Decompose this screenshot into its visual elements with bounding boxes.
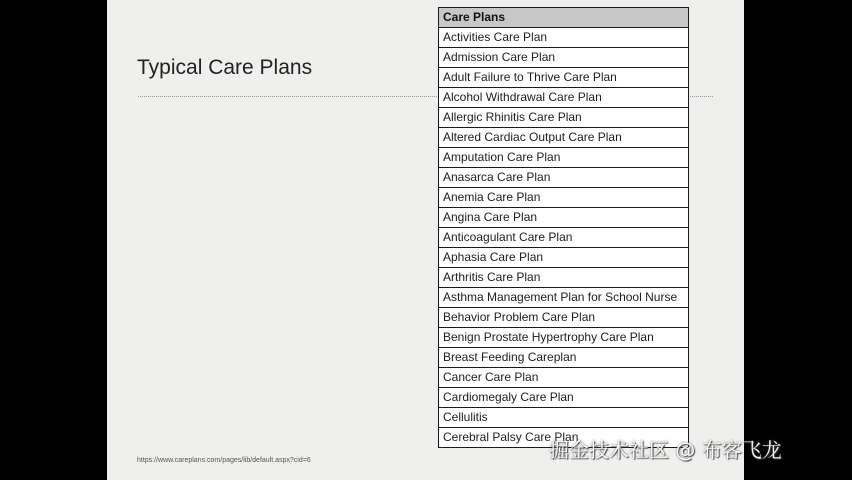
table-cell[interactable]: Cancer Care Plan [439,368,689,388]
table-cell[interactable]: Cerebral Palsy Care Plan [439,428,689,448]
table-row [439,308,689,328]
table-cell[interactable]: Arthritis Care Plan [439,268,689,288]
table-row [439,28,689,48]
table-cell[interactable]: Activities Care Plan [439,28,689,48]
table-cell[interactable]: Aphasia Care Plan [439,248,689,268]
watermark: 掘金技术社区 @ 布客飞龙 [549,438,782,462]
table-cell[interactable]: Anemia Care Plan [439,188,689,208]
table-row [439,68,689,88]
table-cell[interactable]: Behavior Problem Care Plan [439,308,689,328]
table-header-row [439,8,689,28]
table-cell[interactable]: Breast Feeding Careplan [439,348,689,368]
slide [107,0,744,480]
table-row [439,148,689,168]
table-cell[interactable]: Amputation Care Plan [439,148,689,168]
table-cell[interactable]: Cellulitis [439,408,689,428]
table-row [439,228,689,248]
table-row [439,188,689,208]
table-cell[interactable]: Adult Failure to Thrive Care Plan [439,68,689,88]
table-cell[interactable]: Benign Prostate Hypertrophy Care Plan [439,328,689,348]
table-cell[interactable]: Alcohol Withdrawal Care Plan [439,88,689,108]
table-row [439,128,689,148]
table-row [439,288,689,308]
care-plans-table [438,7,689,448]
table-cell[interactable]: Allergic Rhinitis Care Plan [439,108,689,128]
table-row [439,88,689,108]
table-cell[interactable]: Anasarca Care Plan [439,168,689,188]
table-row [439,208,689,228]
slide-title: Typical Care Plans [137,56,313,79]
table-cell[interactable]: Asthma Management Plan for School Nurse [439,288,689,308]
table-row [439,328,689,348]
table-row [439,48,689,68]
table-row [439,368,689,388]
table-row [439,388,689,408]
table-row [439,168,689,188]
table-cell[interactable]: Angina Care Plan [439,208,689,228]
table-cell[interactable]: Anticoagulant Care Plan [439,228,689,248]
table-cell[interactable]: Cardiomegaly Care Plan [439,388,689,408]
table-row [439,268,689,288]
table-row [439,108,689,128]
table-row [439,408,689,428]
table-cell[interactable]: Admission Care Plan [439,48,689,68]
source-link[interactable]: https://www.careplans.com/pages/lib/default.aspx?cid=6 [137,457,311,464]
table-row [439,348,689,368]
table-row [439,248,689,268]
table-header: Care Plans [439,8,689,28]
table-cell[interactable]: Altered Cardiac Output Care Plan [439,128,689,148]
